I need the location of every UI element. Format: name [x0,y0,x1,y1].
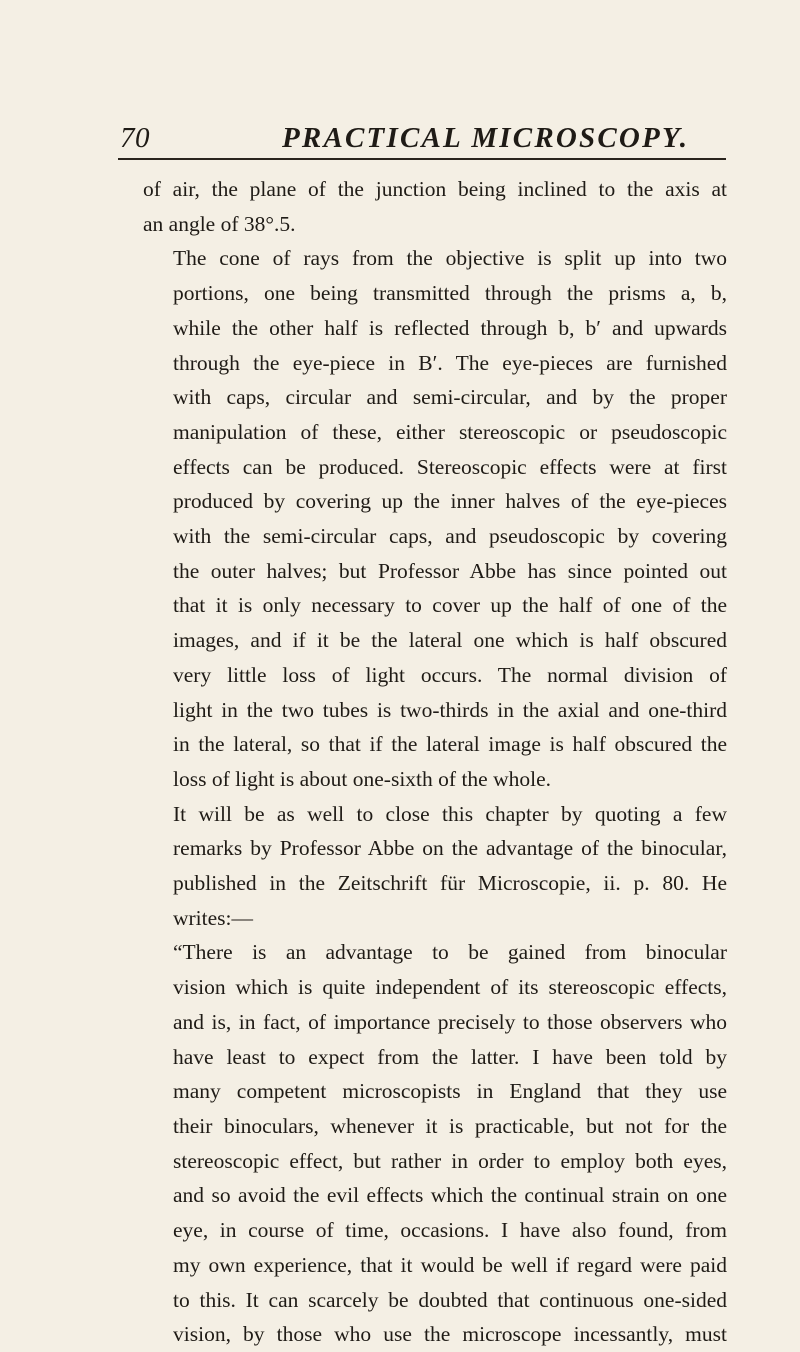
body-text [143,172,727,1352]
text-line: of air, the plane of the junction being inclined to the axis at [143,177,727,201]
text-line: It will be as well to close this chapter by quoting a few [173,801,727,826]
text-line: the outer halves; but Professor Abbe has since pointed out [173,558,727,583]
text-line: writes:— [173,905,254,930]
text-line: my own experience, that it would be well if regard were paid [173,1252,727,1277]
text-line: loss of light is about one-sixth of the whole. [173,766,552,791]
paragraph [143,797,727,936]
paragraph [143,241,727,796]
text-line: with caps, circular and semi-circular, and by the proper [173,385,727,410]
text-line: remarks by Professor Abbe on the advantage of the binocular, [173,836,727,861]
text-line: light in the two tubes is two-thirds in the axial and one-third [173,697,727,722]
paragraph [143,935,727,1351]
text-line: many competent microscopists in England that they use [173,1079,727,1104]
text-line: The cone of rays from the objective is split up into two [173,246,727,271]
text-line: while the other half is reflected through b, b′ and upwards [173,315,727,340]
text-line: and is, in fact, of importance precisely to those observers who [173,1009,727,1034]
text-line: with the semi-circular caps, and pseudoscopic by covering [173,524,727,549]
text-line: their binoculars, whenever it is practicable, but not for the [173,1113,727,1138]
text-line: images, and if it be the lateral one which is half obscured [173,628,727,653]
text-line: very little loss of light occurs. The normal division of [173,662,727,687]
text-line: an angle of 38°.5. [143,211,296,236]
text-line: effects can be produced. Stereoscopic effects were at first [173,454,727,479]
text-line: to this. It can scarcely be doubted that continuous one-sided [173,1287,727,1312]
page-number: 70 [120,122,150,154]
text-line: portions, one being transmitted through the prisms a, b, [173,281,727,306]
text-line: eye, in course of time, occasions. I have also found, from [173,1218,727,1243]
text-line: in the lateral, so that if the lateral image is half obscured the [173,732,727,757]
text-line: “There is an advantage to be gained from binocular [173,940,727,965]
page-header [120,122,730,158]
text-line: through the eye-piece in B′. The eye-pieces are furnished [173,350,727,375]
text-line: manipulation of these, either stereoscopic or pseudoscopic [173,419,727,444]
text-line: vision, by those who use the microscope incessantly, must [173,1322,727,1347]
text-line: that it is only necessary to cover up the half of one of the [173,593,727,618]
text-line: have least to expect from the latter. I have been told by [173,1044,727,1069]
header-rule [118,158,726,160]
text-line: vision which is quite independent of its stereoscopic effects, [173,975,727,1000]
text-line: produced by covering up the inner halves of the eye-pieces [173,489,727,514]
text-line: and so avoid the evil effects which the continual strain on one [173,1183,727,1208]
text-line: published in the Zeitschrift für Microscopie, ii. p. 80. He [173,871,727,896]
text-line: stereoscopic effect, but rather in order to employ both eyes, [173,1148,727,1173]
paragraph [143,172,727,241]
running-head: PRACTICAL MICROSCOPY. [282,122,690,154]
